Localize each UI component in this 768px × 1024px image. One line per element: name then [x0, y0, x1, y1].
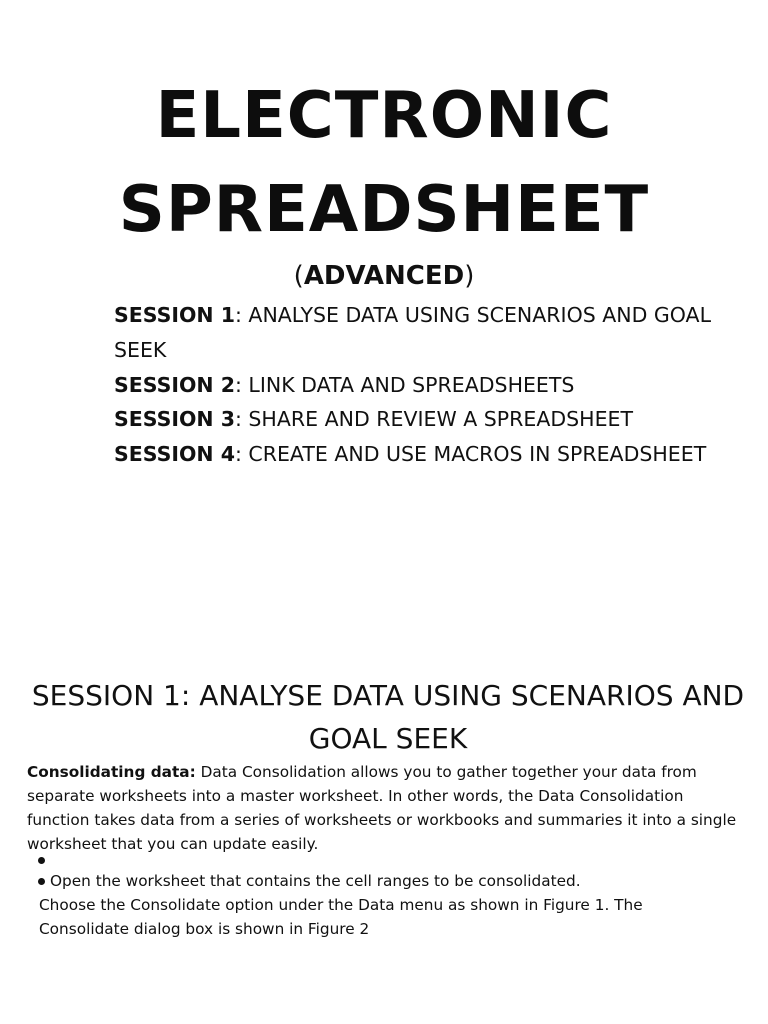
document-subtitle: [0, 258, 768, 294]
session-label: SESSION 3: [114, 407, 235, 432]
consolidation-paragraph: [27, 760, 749, 856]
document-title-line-1: ELECTRONIC: [155, 79, 613, 153]
subtitle-close-paren: ): [464, 261, 475, 291]
session-text: : CREATE AND USE MACROS IN SPREADSHEET: [235, 442, 707, 467]
bullet-text: Open the worksheet that contains the cell ranges to be consolidated.: [50, 872, 581, 890]
session-label: SESSION 4: [114, 442, 235, 467]
session-text: : LINK DATA AND SPREADSHEETS: [235, 372, 575, 397]
document-title-line-2: SPREADSHEET: [118, 173, 650, 247]
session-text: : ANALYSE DATA USING SCENARIOS AND GOAL SEEK: [114, 303, 711, 362]
session-item: [114, 437, 724, 472]
session-label: SESSION 1: [114, 303, 235, 327]
bullet-item: [38, 869, 581, 893]
bullet-dot-icon: [38, 857, 45, 864]
session-item: [114, 298, 724, 368]
section-heading: SESSION 1: ANALYSE DATA USING SCENARIOS AND GOAL SEEK: [31, 679, 745, 755]
step-instruction: Choose the Consolidate option under the Data menu as shown in Figure 1. The Consolidate dialog box is shown in Figure 2: [39, 896, 643, 938]
session-item: [114, 368, 724, 403]
term-definition: Data Consolidation allows you to gather together your data from separate worksheets into a master worksheet. In other words, the Data Consolidation function takes data from a series of worksheets or workbooks and summaries it into a single worksheet that you can update easily.: [27, 763, 737, 853]
subtitle-level: ADVANCED: [303, 261, 465, 291]
session-list: [114, 298, 724, 472]
session-label: SESSION 2: [114, 372, 235, 397]
bullet-dot-icon: [38, 878, 45, 885]
session-text: : SHARE AND REVIEW A SPREADSHEET: [235, 407, 634, 432]
term-label: Consolidating data:: [27, 763, 196, 781]
subtitle-open-paren: (: [293, 261, 304, 291]
session-item: [114, 402, 724, 437]
